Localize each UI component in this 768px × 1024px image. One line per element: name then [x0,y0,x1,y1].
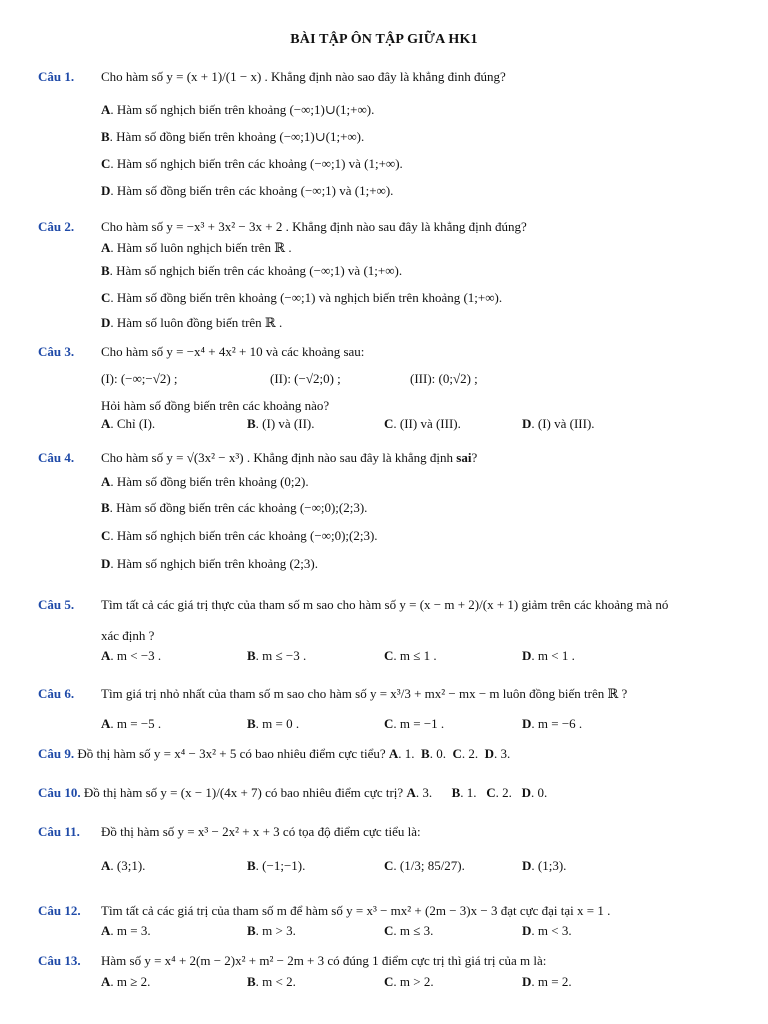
question-label: Câu 10. [38,785,81,800]
option-key: A [101,240,111,255]
option-key: C [486,785,496,800]
option-key: C [384,648,394,663]
option-key: D [522,716,532,731]
option-c [101,528,378,544]
option-text: . m ≤ 3. [393,923,434,938]
option-text: . 3. [415,785,433,800]
option-text: . 1. [398,746,415,761]
option-key: C [101,290,111,305]
option-b [101,263,402,279]
option-text: . (I) và (III). [531,416,595,431]
option-d [522,923,572,939]
option-c [384,858,465,874]
option-text: . m = 3. [110,923,151,938]
option-key: B [247,923,256,938]
question-label: Câu 12. [38,903,81,918]
option-text: . m ≤ −3 . [255,648,307,663]
option-text: . m > 2. [393,974,434,989]
option-c [384,974,434,990]
option-key: A [101,648,111,663]
option-c [384,923,433,939]
option-b [247,648,306,664]
option-key: D [522,923,532,938]
option-text: . m ≤ 1 . [393,648,437,663]
option-text: . (−1;−1). [255,858,306,873]
option-key: C [384,716,394,731]
option-text: . m = 0 . [255,716,300,731]
option-text: . Hàm số nghịch biến trên các khoảng (−∞;1) và (1;+∞). [110,156,403,171]
option-text: . 1. [460,785,477,800]
question-stem: Cho hàm số y = −x³ + 3x² − 3x + 2 . Khẳng định nào sau đây là khẳng định đúng? [101,219,527,234]
question-stem: Đồ thị hàm số y = (x − 1)/(4x + 7) có bao nhiêu điểm cực trị? [80,785,404,800]
option-key: B [247,974,256,989]
option-key: D [101,315,111,330]
option-text: . Hàm số nghịch biến trên các khoảng (−∞;0);(2;3). [110,528,378,543]
option-key: A [101,974,111,989]
option-key: A [388,746,399,761]
option-key: A [101,716,111,731]
question-9-line [38,746,510,762]
option-a [101,923,151,939]
question-label: Câu 1. [38,69,75,84]
option-key: D [522,648,532,663]
option-text: . m < 3. [531,923,572,938]
option-a [101,416,155,432]
option-key: B [247,648,256,663]
option-text: . m < −3 . [110,648,162,663]
option-text: . Hàm số đồng biến trên các khoảng (−∞;0);(2;3). [109,500,368,515]
question-label: Câu 6. [38,686,75,701]
option-text: . (II) và (III). [393,416,461,431]
option-d [522,716,582,732]
option-b [247,858,305,874]
option-key: B [101,129,110,144]
option-text: . (I) và (II). [255,416,315,431]
option-a [101,974,150,990]
question-stem: Tìm giá trị nhỏ nhất của tham số m sao cho hàm số y = x³/3 + mx² − mx − m luôn đồng biến trên ℝ ? [101,686,628,701]
interval-ii: (II): (−√2;0) ; [270,371,341,386]
option-b [247,416,315,432]
option-key: C [384,416,394,431]
option-text: . m ≥ 2. [110,974,151,989]
question-label: Câu 13. [38,953,81,968]
option-key: C [384,858,394,873]
option-text: . (3;1). [110,858,146,873]
question-label: Câu 11. [38,824,80,839]
option-text: . 2. [461,746,479,761]
option-text: . Hàm số luôn nghịch biến trên ℝ . [110,240,292,255]
option-text: . Hàm số nghịch biến trên các khoảng (−∞;1) và (1;+∞). [109,263,403,278]
option-key: A [101,858,111,873]
interval-iii: (III): (0;√2) ; [410,371,478,386]
question-stem: Tìm tất cả các giá trị thực của tham số m sao cho hàm số y = (x − m + 2)/(x + 1) giảm trên các khoảng mà nó [101,597,669,612]
option-key: B [101,263,110,278]
option-b [101,129,364,145]
option-c [384,648,437,664]
option-key: D [101,556,111,571]
option-key: B [247,716,256,731]
question-label: Câu 3. [38,344,75,359]
option-d [101,315,282,331]
option-text: . m = −1 . [393,716,445,731]
option-c [384,416,461,432]
option-text: . Hàm số đồng biến trên khoảng (−∞;1) và nghịch biến trên khoảng (1;+∞). [110,290,503,305]
option-text: . m > 3. [255,923,296,938]
option-text: . Chỉ (I). [110,416,156,431]
option-key: B [247,416,256,431]
option-c [101,290,502,306]
option-key: A [101,416,111,431]
option-text: . m < 1 . [531,648,575,663]
option-text: . 3. [493,746,511,761]
document-title: BÀI TẬP ÔN TẬP GIỮA HK1 [290,32,478,47]
option-text: . (1;3). [531,858,567,873]
option-a [101,240,292,256]
interval-i: (I): (−∞;−√2) ; [101,371,178,386]
option-text: . 0. [531,785,548,800]
option-d [101,556,318,572]
question-stem: Đồ thị hàm số y = x³ − 2x² + x + 3 có tọa độ điểm cực tiểu là: [101,824,421,839]
option-b [247,923,296,939]
question-label: Câu 5. [38,597,75,612]
option-text: . m = 2. [531,974,572,989]
question-stem: Cho hàm số y = −x⁴ + 4x² + 10 và các khoảng sau: [101,344,365,359]
option-key: D [521,785,532,800]
option-d [522,416,595,432]
option-key: C [384,923,394,938]
option-text: . Hàm số đồng biến trên khoảng (0;2). [110,474,309,489]
option-key: D [484,746,494,761]
option-key: D [522,858,532,873]
question-label: Câu 4. [38,450,75,465]
option-a [101,648,161,664]
question-stem [101,450,477,466]
question-stem: Cho hàm số y = (x + 1)/(1 − x) . Khẳng định nào sao đây là khẳng đinh đúng? [101,69,506,84]
option-text: . m = −5 . [110,716,162,731]
option-d [101,183,393,199]
option-d [522,648,575,664]
option-text: . 0. [429,746,446,761]
option-key: B [101,500,110,515]
option-key: D [101,183,111,198]
option-text: . Hàm số nghịch biến trên khoảng (2;3). [110,556,318,571]
option-text: . m < 2. [255,974,296,989]
option-d [522,974,572,990]
option-text: . Hàm số luôn đồng biến trên ℝ . [110,315,283,330]
option-key: C [384,974,394,989]
stem-emphasis: sai [456,450,472,465]
option-key: D [522,974,532,989]
option-c [384,716,444,732]
option-key: A [101,474,111,489]
option-text: . (1/3; 85/27). [393,858,465,873]
question-label: Câu 2. [38,219,75,234]
option-c [101,156,403,172]
option-text: . 2. [495,785,512,800]
option-text: . m = −6 . [531,716,583,731]
option-key: C [101,156,111,171]
option-key: C [101,528,111,543]
option-a [101,102,374,118]
option-d [522,858,566,874]
question-sub: Hỏi hàm số đồng biến trên các khoảng nào? [101,398,330,413]
option-text: . Hàm số đồng biến trên khoảng (−∞;1)∪(1;+∞). [109,129,365,144]
option-a [101,474,309,490]
question-label: Câu 9. [38,746,75,761]
option-text: . Hàm số nghịch biến trên khoảng (−∞;1)∪(1;+∞). [110,102,375,117]
question-stem-cont: xác định ? [101,628,155,643]
stem-end: ? [471,450,478,465]
option-b [247,974,296,990]
question-stem: Đồ thị hàm số y = x⁴ − 3x² + 5 có bao nhiêu điểm cực tiểu? [74,746,386,761]
option-key: D [522,416,532,431]
option-key: B [421,746,430,761]
option-a [101,858,145,874]
option-text: . Hàm số đồng biến trên các khoảng (−∞;1) và (1;+∞). [110,183,394,198]
question-stem: Hàm số y = x⁴ + 2(m − 2)x² + m² − 2m + 3 có đúng 1 điểm cực trị thì giá trị của m là: [101,953,547,968]
option-key: A [101,923,111,938]
option-key: B [247,858,256,873]
option-b [101,500,367,516]
option-key: A [406,785,416,800]
option-key: C [452,746,462,761]
question-stem: Tìm tất cả các giá trị của tham số m để hàm số y = x³ − mx² + (2m − 3)x − 3 đạt cực đại tại x = 1 . [101,903,611,918]
stem-text: Cho hàm số y = √(3x² − x³) . Khẳng định nào sau đây là khẳng định [101,450,457,465]
option-b [247,716,299,732]
option-a [101,716,161,732]
option-key: A [101,102,111,117]
option-key: B [451,785,461,800]
question-10-line [38,785,547,801]
